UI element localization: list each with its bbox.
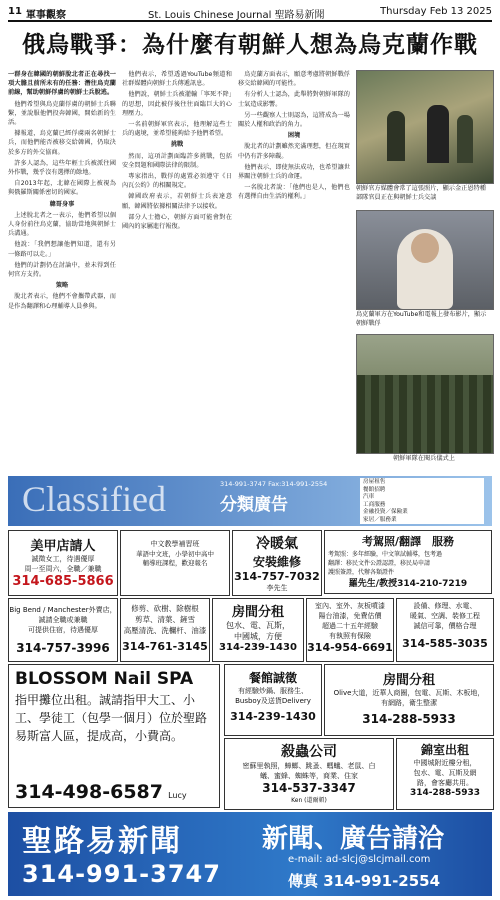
ad-text: 有執照有保險 bbox=[329, 632, 371, 640]
article-paragraph: 他們表示，希望透過YouTube頻道和社群媒體向朝鮮士兵傳遞訊息。 bbox=[122, 71, 232, 88]
photo-caption: 朝鮮官方媒體會常了這張照片，顯示金正恩特種部隊官員正在與朝鮮士兵交談 bbox=[356, 185, 486, 201]
ad-text: 包水、電、瓦斯及網 bbox=[413, 769, 477, 777]
ad-title: 冷暖氣 bbox=[256, 536, 298, 552]
classified-title: 分類廣告 bbox=[220, 495, 288, 515]
ad-title: BLOSSOM Nail SPA bbox=[15, 669, 194, 689]
ad-phone[interactable]: 314-537-3347 bbox=[262, 781, 356, 795]
article-subheading: 困境 bbox=[287, 132, 301, 140]
article-paragraph: 部分人士擔心，朝鮮方面可能會對在國內的家屬進行報復。 bbox=[122, 213, 232, 231]
ad-text: 護照簽證，代辦各類證件 bbox=[328, 569, 395, 576]
ad-title: 餐館誠徵 bbox=[248, 671, 297, 685]
section-name: 軍事觀察 bbox=[26, 10, 66, 21]
ad-text: 中國城，方便 bbox=[234, 632, 282, 641]
ad-phone[interactable]: 314-954-6691 bbox=[307, 641, 393, 654]
ad-repair-services bbox=[396, 598, 494, 662]
ad-text: 可提供住宿，待遇優厚 bbox=[28, 626, 98, 634]
classified-phone: 314-991-3747 Fax:314-991-2554 bbox=[220, 480, 328, 488]
ad-text: Olive大道，近華人商圈，包電、瓦斯、木板地， bbox=[333, 689, 485, 697]
page-number: 11 bbox=[8, 6, 22, 17]
classified-header bbox=[8, 476, 492, 526]
article-paragraph: 烏克蘭方面表示，願意考慮將朝鮮戰俘移交給韓國的可能性。 bbox=[238, 71, 350, 88]
paper-name: St. Louis Chinese Journal 聖路易新聞 bbox=[148, 10, 325, 21]
ad-pest-control bbox=[224, 738, 394, 810]
ad-hvac bbox=[232, 530, 322, 596]
ad-text: Big Bend / Manchester外賣店，誠請全職或兼職 bbox=[9, 606, 117, 624]
article-paragraph: 另一些觀察人士則認為，這將成為一場關於人權和政治的角力。 bbox=[238, 111, 350, 129]
ad-text: 誠徵女工，待遇優厚 bbox=[31, 555, 95, 563]
ad-phone[interactable]: 314-585-3035 bbox=[402, 637, 488, 650]
footer-banner bbox=[8, 812, 492, 896]
classified-category-menu bbox=[360, 478, 484, 524]
ad-phone[interactable]: 314-757-3996 bbox=[16, 641, 110, 655]
ad-text: 高壓清洗、洗欄杆、油漆 bbox=[123, 626, 207, 635]
photo-caption: 朝鮮軍隊在閱兵儀式上 bbox=[393, 455, 455, 462]
ad-title: 殺蟲公司 bbox=[281, 744, 337, 760]
article-headline: 俄烏戰爭：為什麼有朝鮮人想為烏克蘭作戰 bbox=[22, 32, 478, 58]
article-paragraph: 許多人認為，這些年輕士兵被派往國外作戰，幾乎沒有選擇的餘地。 bbox=[8, 159, 116, 177]
article-paragraph: 專家指出，戰俘的處置必須遵守《日內瓦公約》的相關規定。 bbox=[122, 173, 232, 190]
ad-text: 超過二十五年經驗 bbox=[322, 622, 378, 630]
ad-phone[interactable]: 314-239-1430 bbox=[230, 710, 316, 723]
photo-pow-interview bbox=[356, 210, 494, 310]
photo-kim-with-soldiers bbox=[356, 70, 494, 184]
category-item[interactable]: 工商服務 bbox=[363, 501, 386, 508]
ad-tree-service bbox=[120, 598, 210, 662]
ad-phone[interactable]: 314-761-3145 bbox=[122, 640, 208, 653]
header-rule bbox=[8, 20, 492, 22]
ad-restaurant-big-bend bbox=[8, 598, 118, 662]
article-subheading: 挑戰 bbox=[170, 141, 184, 149]
article-paragraph: 上述脫北者之一表示，他們希望以個人身份前往烏克蘭，協助當地與朝鮮士兵溝通。 bbox=[8, 211, 116, 238]
ad-text: 有網路，衛生整潔 bbox=[381, 699, 437, 707]
article-lead: 一群身在韓國的朝鮮脫北者正在尋找一項大膽且前所未有的任務：潛往烏克蘭前線，幫助朝鮮俘虜的朝鮮士兵脫逃。 bbox=[8, 71, 116, 97]
article-paragraph: 脫北者的計劃雖然充滿理想，但在現實中仍有許多障礙。 bbox=[238, 143, 350, 160]
ad-text: 剪草、清葉、鏟雪 bbox=[135, 615, 195, 624]
ad-text: 暖氣、空調、裝修工程 bbox=[410, 612, 480, 620]
photo-parade bbox=[356, 334, 494, 454]
ad-text: 路，會客廳共用。 bbox=[417, 779, 473, 787]
ad-phone[interactable]: 314-239-1430 bbox=[219, 642, 297, 653]
ad-painting bbox=[306, 598, 394, 662]
ad-text: 指甲攤位出租。誠請指甲大工、小工、學徒工（包學一個月）位於聖路易斯富人區，提成高，小費高。 bbox=[15, 693, 208, 743]
ad-text: 室內、室外、灰板噴漆 bbox=[315, 602, 385, 610]
ad-title: 房間分租 bbox=[382, 673, 435, 688]
ad-contact: Lucy bbox=[168, 791, 187, 800]
article-paragraph: 有分析人士認為，此舉將對朝鮮軍隊的士氣造成影響。 bbox=[238, 91, 350, 108]
ad-text: 考駕照：多年經驗，中文筆試輔導，包考過 bbox=[328, 551, 443, 558]
ad-phone[interactable]: 314-288-5933 bbox=[362, 712, 456, 726]
classified-watermark: Classified bbox=[22, 479, 166, 519]
ad-text: 有經驗炒鍋、服務生、 bbox=[238, 687, 308, 695]
article-paragraph: 據報道，烏克蘭已經俘虜兩名朝鮮士兵，而他們能否被移交給韓國，仍取決於多方的外交協商。 bbox=[8, 130, 116, 156]
ad-room-rent-3 bbox=[396, 738, 494, 810]
ad-phone[interactable]: 314-288-5933 bbox=[409, 788, 481, 798]
ad-title: 考駕照/翻譯 服務 bbox=[361, 535, 455, 548]
article-paragraph: 一名脫北者說：「他們也是人，他們也有選擇自由生活的權利。」 bbox=[238, 184, 350, 201]
ad-text: 設備、修理、水電、 bbox=[413, 602, 477, 610]
ad-text: 華語中文班，小學初中高中 bbox=[136, 550, 214, 558]
ad-driving-translation bbox=[324, 530, 492, 594]
article-paragraph: 他們的計劃仍在討論中，並未得到任何官方支持。 bbox=[8, 261, 116, 279]
ad-text: 包水、電、瓦斯， bbox=[226, 621, 290, 630]
ad-title: 房間分租 bbox=[231, 605, 284, 620]
footer-slogan: 新聞、廣告請洽 bbox=[262, 824, 445, 854]
ad-contact[interactable]: 羅先生/教授314-210-7219 bbox=[348, 579, 468, 589]
footer-email[interactable]: e-mail: ad-slcj@slcjmail.com bbox=[288, 854, 431, 865]
ad-subtitle: 安裝維修 bbox=[252, 555, 301, 569]
ad-text: 密蘇里執照，蟑螂、跳蚤、螞蟻、老鼠、白 bbox=[242, 762, 376, 770]
ad-text: 蟻、蜜蜂、蜘蛛等，商業、住家 bbox=[260, 772, 358, 780]
category-item[interactable]: 房屋租售 bbox=[363, 479, 386, 485]
category-item[interactable]: 汽車 bbox=[363, 494, 375, 500]
article-paragraph: 他們說，朝鮮士兵被灌輸「寧死不降」的思想，因此被俘後往往面臨巨大的心理壓力。 bbox=[122, 91, 232, 117]
ad-phone[interactable]: 314-757-7032 bbox=[234, 570, 320, 583]
ad-text: 翻譯：移民文件公證認證，移民局申請 bbox=[328, 560, 431, 567]
ad-contact: Ken (道爾頓) bbox=[291, 797, 327, 804]
footer-phone[interactable]: 314-991-3747 bbox=[22, 860, 221, 888]
article-paragraph: 一名前朝鮮軍官表示，他理解這些士兵的處境，並希望能夠給予他們希望。 bbox=[122, 121, 232, 138]
ad-text: 周一至周六，全職／兼職 bbox=[24, 565, 102, 573]
article-column-3 bbox=[238, 70, 350, 452]
article-subheading: 策略 bbox=[55, 282, 69, 290]
photo-caption: 烏克蘭軍方在YouTube和電報上發布影片，顯示朝鮮戰俘 bbox=[356, 311, 487, 327]
ad-text: 中國城附近樓分租， bbox=[413, 759, 477, 767]
category-item[interactable]: 金融投資／保險業 bbox=[363, 509, 408, 515]
article-paragraph: 然而，這項計劃面臨許多挑戰，包括安全問題和國際法律的限制。 bbox=[122, 152, 232, 169]
article-paragraph: 韓國政府表示，若朝鮮士兵表達意願，韓國將依據相關法律予以接收。 bbox=[122, 193, 232, 210]
article-paragraph: 他們希望與烏克蘭俘虜的朝鮮士兵聯繫，並說服他們投奔韓國，開始新的生活。 bbox=[8, 100, 116, 127]
footer-paper-name: 聖路易新聞 bbox=[22, 824, 182, 859]
ad-nail-salon-hiring bbox=[8, 530, 118, 596]
issue-date: Thursday Feb 13 2025 bbox=[380, 6, 492, 17]
category-item[interactable]: 家居／服務業 bbox=[363, 516, 397, 523]
article-column-2 bbox=[122, 70, 232, 452]
ad-text: 修剪、砍樹、除樹根 bbox=[131, 604, 199, 613]
article-paragraph: 自2013年起，北韓在國際上被視為與俄羅斯關係密切的國家。 bbox=[8, 180, 116, 197]
ad-text: 中文教學補習班 bbox=[150, 540, 200, 548]
ad-text: 輔導班課程，歡迎報名 bbox=[142, 559, 208, 567]
category-item[interactable]: 餐館招聘 bbox=[363, 486, 386, 493]
ad-room-rent-2 bbox=[324, 664, 494, 736]
ad-contact: 李先生 bbox=[266, 584, 288, 592]
ad-chinese-school bbox=[120, 530, 230, 596]
ad-room-rent-1 bbox=[212, 598, 304, 662]
ad-blossom-nail-spa bbox=[8, 664, 220, 808]
ad-title: 美甲店請人 bbox=[30, 539, 96, 554]
ad-text: Busboy及送貨Delivery bbox=[235, 697, 311, 705]
ad-title: 錦室出租 bbox=[420, 743, 469, 757]
footer-fax: 傳真 314-991-2554 bbox=[288, 872, 441, 890]
ad-phone[interactable]: 314-498-6587 bbox=[15, 781, 163, 803]
article-paragraph: 脫北者表示，他們不會攜帶武器，而是作為翻譯和心理輔導人員參與。 bbox=[8, 293, 116, 310]
article-subheading: 韓哥身事 bbox=[49, 200, 75, 208]
article-paragraph: 他說：「我們想讓他們知道，還有另一條路可以走。」 bbox=[8, 241, 116, 258]
ad-phone[interactable]: 314-685-5866 bbox=[12, 574, 114, 589]
article-column-1 bbox=[8, 70, 116, 452]
page-header bbox=[8, 4, 492, 20]
ad-text: 誠信可靠，價格合理 bbox=[413, 622, 477, 630]
article-paragraph: 他們表示，即使無法成功，也希望讓世界關注朝鮮士兵的命運。 bbox=[238, 163, 350, 181]
ad-restaurant-hiring bbox=[224, 664, 322, 736]
ad-text: 陽台油漆，免費估價 bbox=[318, 612, 382, 620]
